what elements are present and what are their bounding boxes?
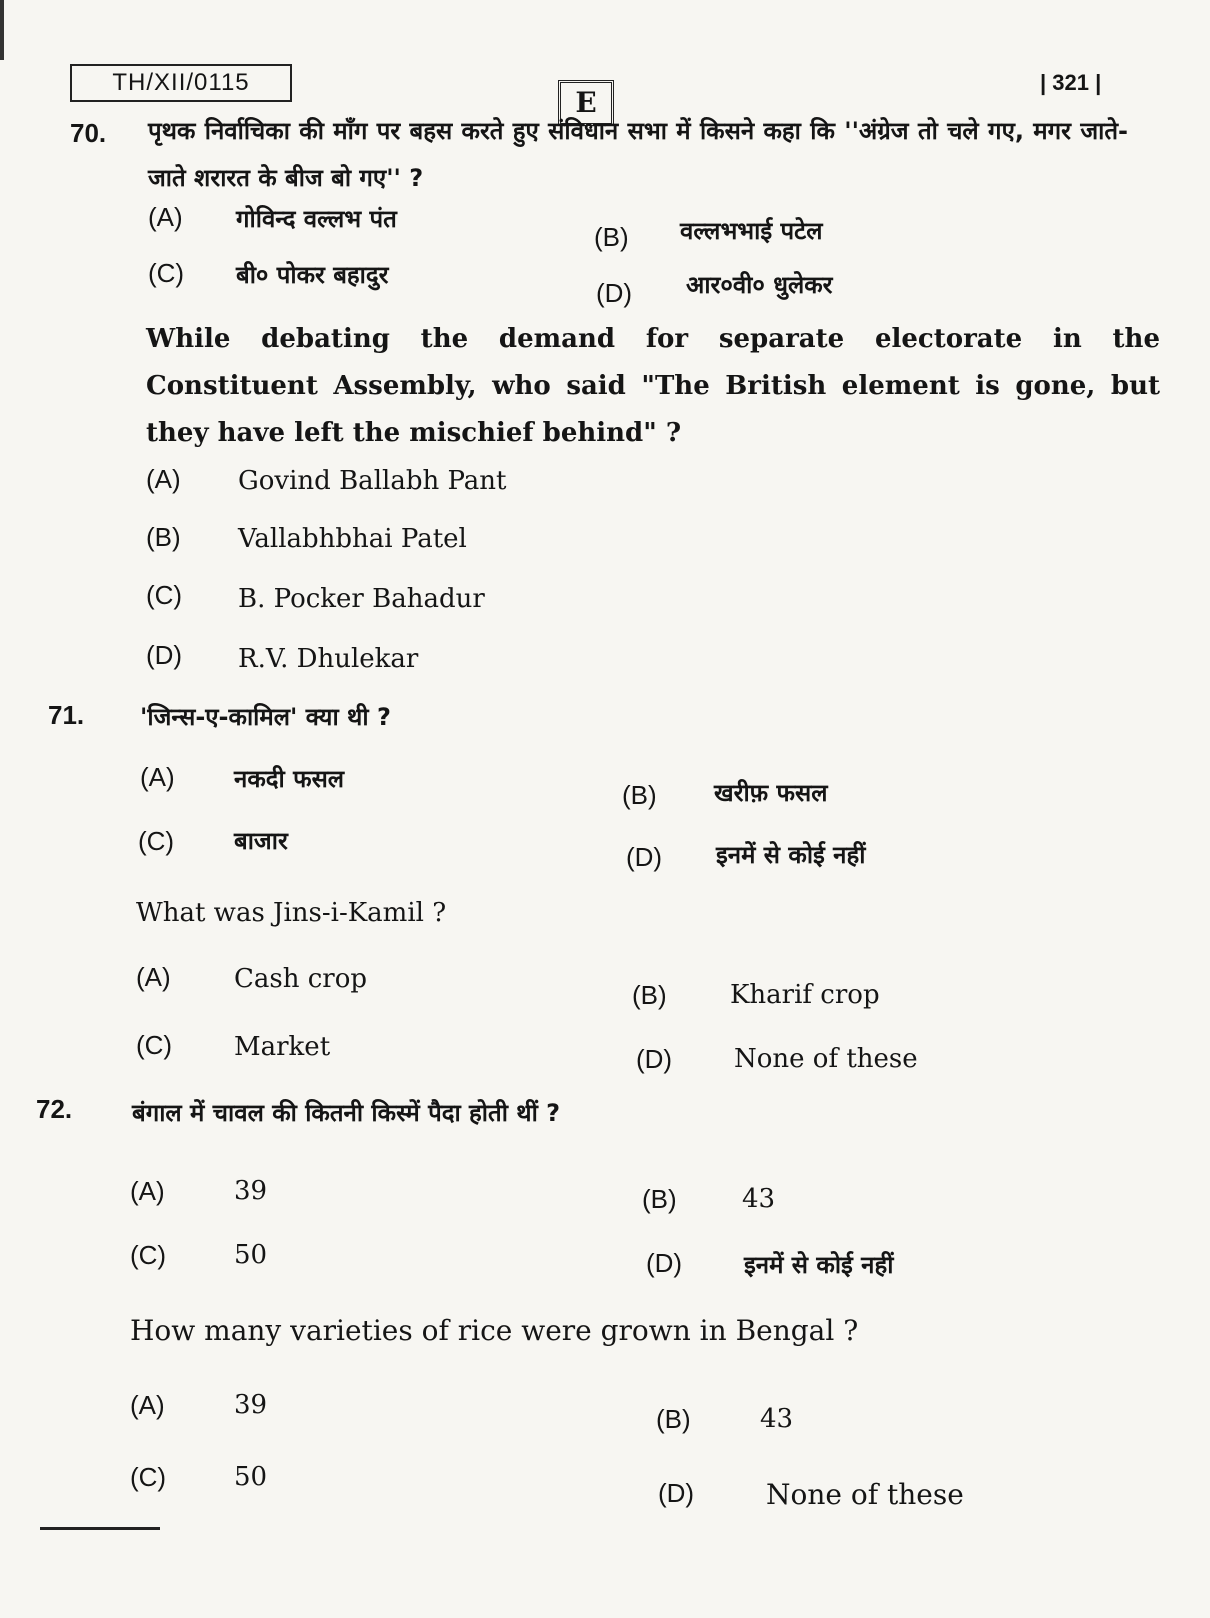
- question-number: 72.: [36, 1094, 73, 1124]
- option-text: 43: [760, 1404, 794, 1434]
- option-label: (D): [646, 1248, 683, 1278]
- scan-edge-mark: [0, 0, 4, 60]
- question-text-english: How many varieties of rice were grown in Bengal ?: [130, 1314, 859, 1347]
- option-text: None of these: [766, 1478, 964, 1511]
- option-text: R.V. Dhulekar: [238, 644, 419, 674]
- option-text: बाजार: [234, 827, 288, 855]
- option-text: वल्लभभाई पटेल: [680, 217, 823, 245]
- option-text: 43: [742, 1184, 776, 1214]
- question-number: 70.: [70, 118, 107, 148]
- set-label: E: [558, 80, 614, 126]
- option-text: बी० पोकर बहादुर: [236, 261, 389, 289]
- option-label: (B): [594, 222, 629, 252]
- option-text: Cash crop: [234, 964, 368, 994]
- option-text: Vallabhbhai Patel: [238, 524, 467, 554]
- question-text-english: While debating the demand for separate electorate in the Constituent Assembly, who said "The British element is gone, but they have left the mischief behind" ?: [146, 324, 1160, 448]
- option-text: इनमें से कोई नहीं: [744, 1251, 894, 1279]
- option-label: (D): [626, 842, 663, 872]
- option-text: नकदी फसल: [234, 765, 345, 793]
- question-text-hindi: 'जिन्स-ए-कामिल' क्या थी ?: [140, 703, 391, 731]
- option-label: (D): [146, 640, 183, 670]
- option-text: None of these: [734, 1044, 918, 1074]
- option-label: (D): [636, 1044, 673, 1074]
- option-label: (C): [138, 826, 175, 856]
- option-text: गोविन्द वल्लभ पंत: [236, 205, 397, 233]
- option-label: (D): [596, 278, 633, 308]
- option-label: (A): [146, 464, 181, 494]
- option-text: 50: [234, 1462, 268, 1492]
- option-label: (A): [130, 1390, 165, 1420]
- option-text: B. Pocker Bahadur: [238, 584, 485, 614]
- option-text: खरीफ़ फसल: [714, 779, 828, 807]
- option-text: Market: [234, 1032, 331, 1062]
- paper-code: TH/XII/0115: [70, 64, 292, 102]
- option-label: (C): [130, 1462, 167, 1492]
- question-text-english: What was Jins-i-Kamil ?: [136, 898, 447, 928]
- option-label: (C): [148, 258, 185, 288]
- option-text: 50: [234, 1240, 268, 1270]
- option-label: (C): [146, 580, 183, 610]
- option-text: इनमें से कोई नहीं: [716, 841, 866, 869]
- option-label: (C): [136, 1030, 173, 1060]
- option-label: (D): [658, 1478, 695, 1508]
- option-label: (A): [148, 202, 183, 232]
- option-label: (B): [632, 980, 667, 1010]
- option-text: 39: [234, 1176, 268, 1206]
- option-label: (B): [146, 522, 181, 552]
- option-text: आर०वी० धुलेकर: [686, 271, 833, 299]
- option-label: (C): [130, 1240, 167, 1270]
- option-text: Govind Ballabh Pant: [238, 466, 507, 496]
- option-label: (A): [136, 962, 171, 992]
- option-label: (A): [140, 762, 175, 792]
- page-number: | 321 |: [1040, 70, 1102, 95]
- option-label: (A): [130, 1176, 165, 1206]
- option-label: (B): [656, 1404, 691, 1434]
- question-number: 71.: [48, 700, 85, 730]
- page-end-rule: [40, 1527, 160, 1530]
- option-text: Kharif crop: [730, 980, 880, 1010]
- question-text-hindi: पृथक निर्वाचिका की माँग पर बहस करते हुए संविधान सभा में किसने कहा कि ''अंग्रेज तो चले गए, मगर जाते-जाते शरारत के बीज बो गए'' ?: [148, 117, 1128, 192]
- question-text-hindi: बंगाल में चावल की कितनी किस्में पैदा होती थीं ?: [132, 1099, 561, 1127]
- option-label: (B): [622, 780, 657, 810]
- option-text: 39: [234, 1390, 268, 1420]
- option-label: (B): [642, 1184, 677, 1214]
